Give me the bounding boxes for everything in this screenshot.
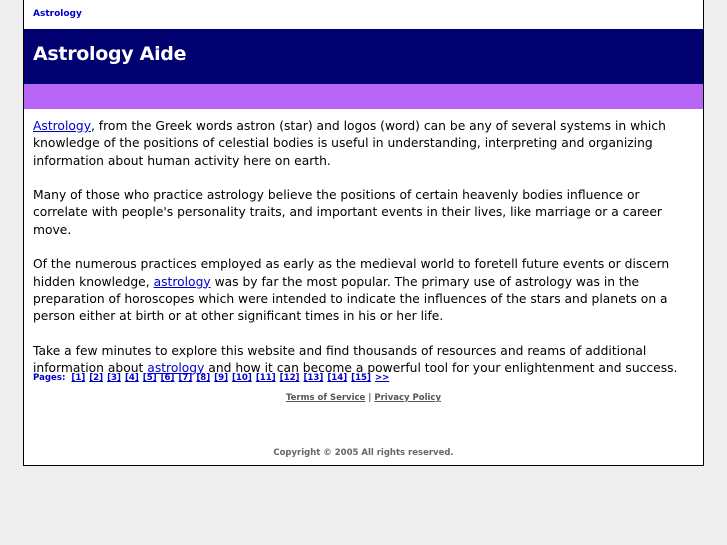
page-link-7[interactable]: [7]	[178, 373, 193, 383]
page-link-9[interactable]: [9]	[214, 373, 228, 383]
paragraph-4-text-a: Take a few minutes to explore this website and find thousands of resources and reams of additional information about	[33, 343, 647, 376]
paragraph-3-text-b: was by far the most popular. The primary use of astrology was in the preparation of horoscopes which were intended to indicate the influences of the stars and planets on a person either at birth or at other significant times in his or her life.	[33, 274, 668, 324]
astrology-link-2[interactable]: astrology	[153, 274, 211, 289]
paragraph-4-text-b: and how it can become a powerful tool for your enlightenment and success.	[204, 361, 678, 376]
pagination	[33, 373, 390, 383]
paragraph-3-text-a: Of the numerous practices employed as early as the medieval world to foretell future events or discern hidden knowledge,	[33, 257, 670, 289]
paragraph-3	[33, 256, 694, 325]
site-header	[24, 29, 703, 84]
main-content	[33, 118, 694, 395]
astrology-link-1[interactable]: Astrology	[33, 119, 91, 133]
footer-separator: |	[368, 393, 372, 403]
paragraph-2	[33, 187, 694, 239]
page-frame	[23, 0, 704, 466]
astrology-link-3[interactable]: astrology	[147, 361, 205, 376]
page-link-3[interactable]: [3]	[107, 373, 121, 383]
page-link-4[interactable]: [4]	[124, 373, 139, 383]
top-bar	[24, 0, 703, 29]
paragraph-2-text: Many of those who practice astrology believe the positions of certain heavenly bodies influence or correlate with people's personality traits, and important events in their lives, like marriage or a career move.	[33, 188, 662, 237]
pagination-label: Pages:	[33, 373, 66, 383]
copyright: Copyright © 2005 All rights reserved.	[273, 448, 454, 458]
page-link-14[interactable]: [14]	[327, 373, 348, 383]
paragraph-1	[33, 118, 694, 170]
privacy-policy-link[interactable]: Privacy Policy	[374, 393, 442, 403]
page-link-8[interactable]: [8]	[196, 373, 211, 383]
page-link-12[interactable]: [12]	[279, 373, 300, 383]
page-link-10[interactable]: [10]	[232, 373, 252, 383]
footer-links	[24, 393, 703, 403]
next-page-link[interactable]: >>	[374, 373, 390, 383]
page-link-5[interactable]: [5]	[142, 373, 157, 383]
page-link-6[interactable]: [6]	[160, 373, 175, 383]
topbar-astrology-link[interactable]: Astrology	[33, 9, 82, 19]
accent-band	[24, 84, 703, 109]
page-link-1[interactable]: [1]	[71, 373, 86, 383]
site-title: Astrology Aide	[33, 43, 187, 65]
terms-of-service-link[interactable]: Terms of Service	[285, 393, 366, 403]
page-link-13[interactable]: [13]	[303, 373, 324, 383]
page-link-15[interactable]: [15]	[351, 373, 371, 383]
page-link-11[interactable]: [11]	[255, 373, 276, 383]
page-link-2[interactable]: [2]	[89, 373, 104, 383]
paragraph-1-text: , from the Greek words astron (star) and logos (word) can be any of several systems in which knowledge of the positions of celestial bodies is useful in understanding, interpreting and organizing information about human activity here on earth.	[33, 119, 666, 168]
